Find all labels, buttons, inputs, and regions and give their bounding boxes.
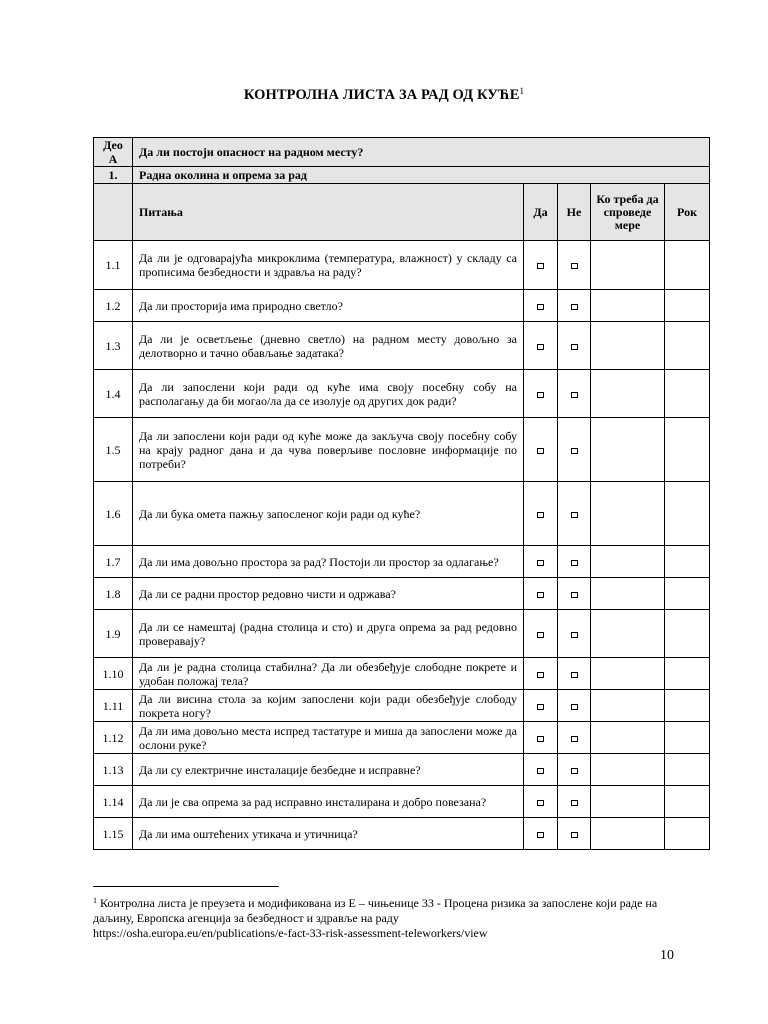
part-question: Да ли постоји опасност на радном месту? bbox=[133, 138, 710, 167]
title-footnote-mark: 1 bbox=[519, 86, 525, 96]
table-row bbox=[94, 818, 710, 850]
checkbox-no[interactable] bbox=[571, 800, 578, 806]
checkbox-no[interactable] bbox=[571, 832, 578, 838]
row-deadline-cell[interactable] bbox=[665, 546, 710, 578]
row-deadline-cell[interactable] bbox=[665, 482, 710, 546]
row-number: 1.3 bbox=[94, 322, 133, 370]
checkbox-yes[interactable] bbox=[537, 304, 544, 310]
checkbox-yes[interactable] bbox=[537, 344, 544, 350]
row-number: 1.14 bbox=[94, 786, 133, 818]
row-question: Да ли је сва опрема за рад исправно инсталирана и добро повезана? bbox=[133, 786, 524, 818]
row-who-cell[interactable] bbox=[591, 690, 665, 722]
row-number: 1.2 bbox=[94, 290, 133, 322]
section-title: Радна околина и опрема за рад bbox=[133, 167, 710, 184]
row-who-cell[interactable] bbox=[591, 418, 665, 482]
row-deadline-cell[interactable] bbox=[665, 690, 710, 722]
part-row bbox=[94, 138, 710, 167]
checkbox-no[interactable] bbox=[571, 592, 578, 598]
header-questions: Питања bbox=[133, 184, 524, 241]
row-no-cell bbox=[558, 690, 591, 722]
row-no-cell bbox=[558, 370, 591, 418]
row-yes-cell bbox=[524, 578, 558, 610]
checkbox-yes[interactable] bbox=[537, 512, 544, 518]
row-who-cell[interactable] bbox=[591, 610, 665, 658]
row-yes-cell bbox=[524, 818, 558, 850]
table-row bbox=[94, 241, 710, 290]
checkbox-no[interactable] bbox=[571, 672, 578, 678]
row-no-cell bbox=[558, 658, 591, 690]
row-number: 1.12 bbox=[94, 722, 133, 754]
checkbox-yes[interactable] bbox=[537, 632, 544, 638]
row-deadline-cell[interactable] bbox=[665, 610, 710, 658]
row-no-cell bbox=[558, 418, 591, 482]
row-question: Да ли запослени који ради од куће има своју посебну собу на располагању да би могао/ла да се изолује од других док ради? bbox=[133, 370, 524, 418]
checkbox-yes[interactable] bbox=[537, 832, 544, 838]
row-yes-cell bbox=[524, 610, 558, 658]
row-deadline-cell[interactable] bbox=[665, 418, 710, 482]
section-row bbox=[94, 167, 710, 184]
checkbox-no[interactable] bbox=[571, 448, 578, 454]
checkbox-no[interactable] bbox=[571, 392, 578, 398]
row-question: Да ли је радна столица стабилна? Да ли обезбеђује слободне покрете и удобан положај тела? bbox=[133, 658, 524, 690]
table-row bbox=[94, 482, 710, 546]
row-deadline-cell[interactable] bbox=[665, 578, 710, 610]
row-who-cell[interactable] bbox=[591, 370, 665, 418]
checkbox-yes[interactable] bbox=[537, 736, 544, 742]
row-number: 1.15 bbox=[94, 818, 133, 850]
row-deadline-cell[interactable] bbox=[665, 818, 710, 850]
checkbox-yes[interactable] bbox=[537, 592, 544, 598]
row-deadline-cell[interactable] bbox=[665, 370, 710, 418]
row-yes-cell bbox=[524, 690, 558, 722]
row-number: 1.9 bbox=[94, 610, 133, 658]
header-yes: Да bbox=[524, 184, 558, 241]
checkbox-no[interactable] bbox=[571, 304, 578, 310]
table-row bbox=[94, 546, 710, 578]
row-question: Да ли има оштећених утикача и утичница? bbox=[133, 818, 524, 850]
header-number-cell bbox=[94, 184, 133, 241]
checkbox-yes[interactable] bbox=[537, 392, 544, 398]
row-no-cell bbox=[558, 546, 591, 578]
row-question: Да ли има довољно места испред тастатуре и миша да запослени може да ослони руке? bbox=[133, 722, 524, 754]
part-label: Део А bbox=[94, 138, 133, 167]
row-yes-cell bbox=[524, 418, 558, 482]
checkbox-no[interactable] bbox=[571, 632, 578, 638]
page-title bbox=[0, 86, 768, 104]
row-deadline-cell[interactable] bbox=[665, 658, 710, 690]
row-question: Да ли има довољно простора за рад? Постоји ли простор за одлагање? bbox=[133, 546, 524, 578]
row-yes-cell bbox=[524, 482, 558, 546]
footnote bbox=[93, 893, 693, 941]
checkbox-no[interactable] bbox=[571, 560, 578, 566]
row-no-cell bbox=[558, 754, 591, 786]
row-number: 1.4 bbox=[94, 370, 133, 418]
row-no-cell bbox=[558, 322, 591, 370]
row-number: 1.6 bbox=[94, 482, 133, 546]
row-who-cell[interactable] bbox=[591, 722, 665, 754]
row-who-cell[interactable] bbox=[591, 658, 665, 690]
table-row bbox=[94, 370, 710, 418]
checkbox-yes[interactable] bbox=[537, 672, 544, 678]
row-yes-cell bbox=[524, 658, 558, 690]
row-no-cell bbox=[558, 818, 591, 850]
checkbox-no[interactable] bbox=[571, 704, 578, 710]
table-row bbox=[94, 754, 710, 786]
row-question: Да ли су електричне инсталације безбедне и исправне? bbox=[133, 754, 524, 786]
row-no-cell bbox=[558, 290, 591, 322]
checkbox-yes[interactable] bbox=[537, 448, 544, 454]
row-no-cell bbox=[558, 241, 591, 290]
checkbox-no[interactable] bbox=[571, 344, 578, 350]
table-row bbox=[94, 322, 710, 370]
row-yes-cell bbox=[524, 546, 558, 578]
checkbox-yes[interactable] bbox=[537, 560, 544, 566]
footnote-separator bbox=[93, 886, 279, 887]
row-question: Да ли бука омета пажњу запосленог који ради од куће? bbox=[133, 482, 524, 546]
table-row bbox=[94, 722, 710, 754]
row-question: Да ли просторија има природно светло? bbox=[133, 290, 524, 322]
checkbox-no[interactable] bbox=[571, 736, 578, 742]
row-number: 1.7 bbox=[94, 546, 133, 578]
row-question: Да ли се радни простор редовно чисти и одржава? bbox=[133, 578, 524, 610]
row-who-cell[interactable] bbox=[591, 818, 665, 850]
row-who-cell[interactable] bbox=[591, 241, 665, 290]
checkbox-yes[interactable] bbox=[537, 768, 544, 774]
row-deadline-cell[interactable] bbox=[665, 722, 710, 754]
table-row bbox=[94, 786, 710, 818]
table-row bbox=[94, 578, 710, 610]
row-question: Да ли је одговарајућа микроклима (температура, влажност) у складу са прописима безбедности и здравља на раду? bbox=[133, 241, 524, 290]
table-row bbox=[94, 690, 710, 722]
section-number: 1. bbox=[94, 167, 133, 184]
row-deadline-cell[interactable] bbox=[665, 786, 710, 818]
row-number: 1.13 bbox=[94, 754, 133, 786]
row-who-cell[interactable] bbox=[591, 578, 665, 610]
row-yes-cell bbox=[524, 786, 558, 818]
table-row bbox=[94, 610, 710, 658]
header-deadline: Рок bbox=[665, 184, 710, 241]
header-who: Ко треба да спроведе мере bbox=[591, 184, 665, 241]
row-who-cell[interactable] bbox=[591, 546, 665, 578]
table-row bbox=[94, 418, 710, 482]
row-who-cell[interactable] bbox=[591, 290, 665, 322]
row-number: 1.11 bbox=[94, 690, 133, 722]
checkbox-no[interactable] bbox=[571, 512, 578, 518]
row-question: Да ли се намештај (радна столица и сто) и друга опрема за рад редовно проверавају? bbox=[133, 610, 524, 658]
row-yes-cell bbox=[524, 754, 558, 786]
row-question: Да ли је осветљење (дневно светло) на радном месту довољно за делотворно и тачно обављање задатака? bbox=[133, 322, 524, 370]
row-who-cell[interactable] bbox=[591, 322, 665, 370]
checkbox-yes[interactable] bbox=[537, 704, 544, 710]
row-deadline-cell[interactable] bbox=[665, 322, 710, 370]
row-no-cell bbox=[558, 482, 591, 546]
row-number: 1.5 bbox=[94, 418, 133, 482]
row-yes-cell bbox=[524, 722, 558, 754]
row-deadline-cell[interactable] bbox=[665, 290, 710, 322]
row-no-cell bbox=[558, 610, 591, 658]
table-row bbox=[94, 658, 710, 690]
checklist-table bbox=[93, 137, 710, 850]
title-text: КОНТРОЛНА ЛИСТА ЗА РАД ОД КУЋЕ bbox=[243, 87, 520, 103]
row-who-cell[interactable] bbox=[591, 786, 665, 818]
header-no: Не bbox=[558, 184, 591, 241]
row-number: 1.8 bbox=[94, 578, 133, 610]
row-number: 1.1 bbox=[94, 241, 133, 290]
row-number: 1.10 bbox=[94, 658, 133, 690]
row-yes-cell bbox=[524, 241, 558, 290]
row-yes-cell bbox=[524, 290, 558, 322]
table-row bbox=[94, 290, 710, 322]
row-no-cell bbox=[558, 786, 591, 818]
row-who-cell[interactable] bbox=[591, 754, 665, 786]
row-yes-cell bbox=[524, 322, 558, 370]
page-number: 10 bbox=[660, 948, 674, 963]
row-deadline-cell[interactable] bbox=[665, 754, 710, 786]
checkbox-yes[interactable] bbox=[537, 800, 544, 806]
checkbox-no[interactable] bbox=[571, 263, 578, 269]
footnote-mark: 1 bbox=[93, 896, 97, 905]
row-yes-cell bbox=[524, 370, 558, 418]
row-deadline-cell[interactable] bbox=[665, 241, 710, 290]
header-row bbox=[94, 184, 710, 241]
row-who-cell[interactable] bbox=[591, 482, 665, 546]
row-question: Да ли висина стола за којим запослени који ради обезбеђује слободу покрета ногу? bbox=[133, 690, 524, 722]
row-no-cell bbox=[558, 578, 591, 610]
footnote-url[interactable]: https://osha.europa.eu/en/publications/e-fact-33-risk-assessment-teleworkers/view bbox=[93, 926, 488, 940]
checkbox-no[interactable] bbox=[571, 768, 578, 774]
row-no-cell bbox=[558, 722, 591, 754]
footnote-text: Контролна листа је преузета и модификована из Е – чињенице 33 - Процена ризика за запослене који раде на даљину, Европска агенција за безбедност и здравље на раду bbox=[93, 896, 658, 925]
checkbox-yes[interactable] bbox=[537, 263, 544, 269]
row-question: Да ли запослени који ради од куће може да закључа своју посебну собу на крају радног дана и да чува поверљиве пословне информације по потреби? bbox=[133, 418, 524, 482]
